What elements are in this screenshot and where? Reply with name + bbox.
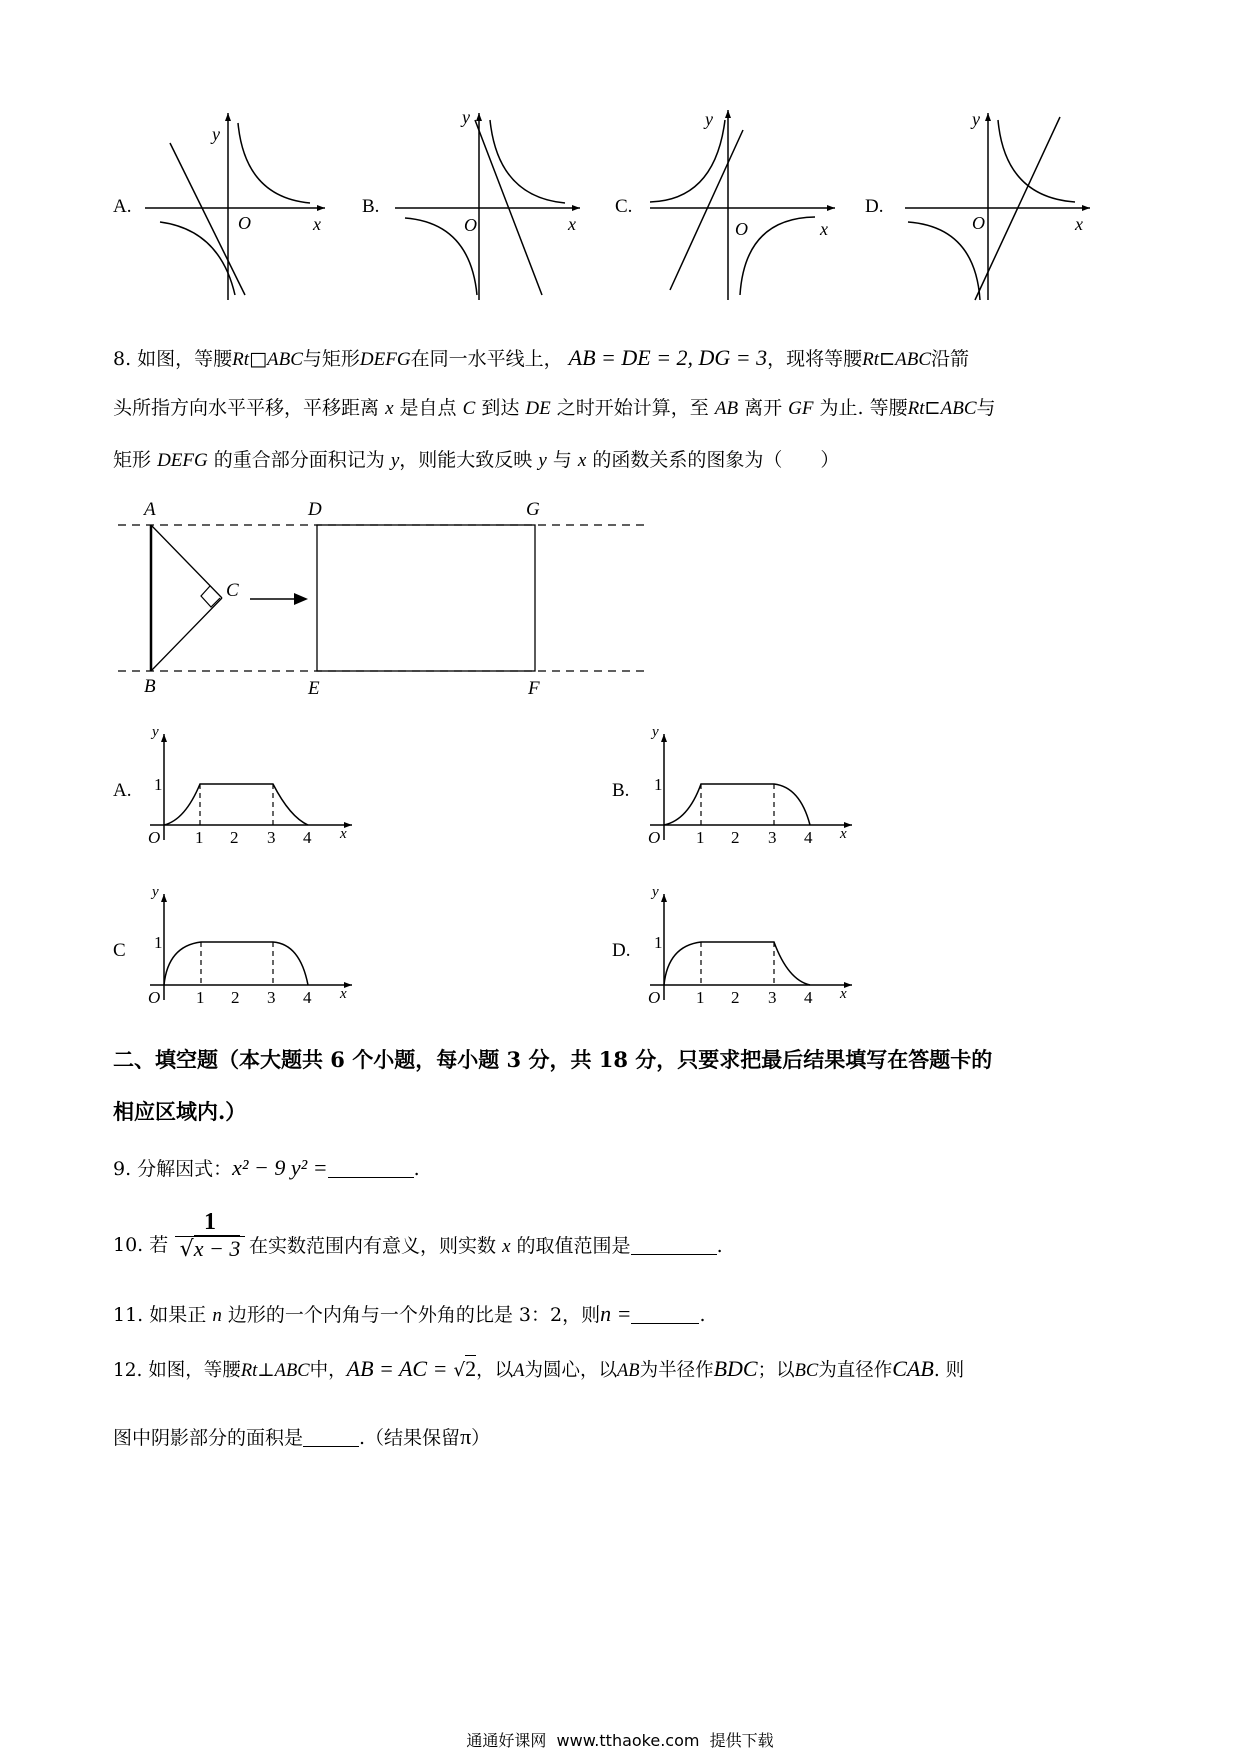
q8-point-c: C — [226, 580, 239, 601]
q8-point-b: B — [144, 676, 156, 697]
q8d-tick-3: 3 — [768, 988, 777, 1007]
q8b-tick-1: 1 — [696, 828, 705, 847]
q8-graph-d — [640, 882, 870, 1012]
q8c-tick-3: 3 — [267, 988, 276, 1007]
q7b-x-label: x — [568, 214, 576, 234]
q7a-origin-label: O — [238, 213, 251, 233]
q8c-origin-label: O — [148, 988, 161, 1007]
q8d-tick-2: 2 — [731, 988, 740, 1007]
q8b-tick-4: 4 — [804, 828, 813, 847]
q8d-one-label: 1 — [654, 933, 663, 952]
q8d-origin-label: O — [648, 988, 661, 1007]
section2-heading-line-2: 相应区域内.） — [113, 1099, 247, 1124]
q8a-origin-label: O — [148, 828, 161, 847]
q8-point-g: G — [526, 499, 540, 520]
q12-line-2: 图中阴影部分的面积是 .（结果保留π） — [113, 1424, 491, 1449]
q10-rest: 在实数范围内有意义，则实数 x 的取值范围是 . — [249, 1235, 723, 1257]
q8c-y-label: y — [152, 884, 159, 900]
q7a-y-label: y — [212, 124, 220, 144]
q8c-tick-1: 1 — [196, 988, 205, 1007]
q10-fraction — [175, 1210, 245, 1262]
q7a-x-label: x — [313, 214, 321, 234]
q7d-y-label: y — [972, 109, 980, 129]
q8a-y-label: y — [152, 724, 159, 740]
q10-numerator: 1 — [175, 1210, 245, 1237]
q8a-tick-4: 4 — [303, 828, 312, 847]
q7c-origin-label: O — [735, 219, 748, 239]
q8-line-2: 头所指方向水平平移，平移距离 x 是自点 C 到达 DE 之时开始计算，至 AB 离开 GF 为止. 等腰Rt⊏ABC与 — [113, 397, 996, 419]
q8c-one-label: 1 — [154, 933, 163, 952]
q8-option-d-label: D. — [612, 940, 631, 961]
q8d-tick-4: 4 — [804, 988, 813, 1007]
q8b-one-label: 1 — [654, 775, 663, 794]
q8b-tick-2: 2 — [731, 828, 740, 847]
q11-line: 11. 如果正 n 边形的一个内角与一个外角的比是 3：2，则n = . — [113, 1301, 706, 1326]
q8c-tick-2: 2 — [231, 988, 240, 1007]
q7-graph-c — [645, 105, 845, 305]
q8-option-b-label: B. — [612, 780, 630, 801]
q8a-tick-3: 3 — [267, 828, 276, 847]
q8d-tick-1: 1 — [696, 988, 705, 1007]
q8a-x-label: x — [340, 826, 347, 842]
q10-pre: 10. 若 — [113, 1234, 169, 1256]
q12-line-1: 12. 如图，等腰Rt⊥ABC中，AB = AC = √2，以A为圆心，以AB为半径作BDC；以BC为直径作CAB. 则 — [113, 1356, 965, 1381]
q7b-y-label: y — [462, 107, 470, 127]
q8b-y-label: y — [652, 724, 659, 740]
q8b-origin-label: O — [648, 828, 661, 847]
q7-graph-b — [390, 105, 590, 305]
q8c-x-label: x — [340, 986, 347, 1002]
q8d-x-label: x — [840, 986, 847, 1002]
q7b-origin-label: O — [464, 215, 477, 235]
q8-point-a: A — [144, 499, 156, 520]
q7c-y-label: y — [705, 109, 713, 129]
q7c-x-label: x — [820, 219, 828, 239]
q8b-tick-3: 3 — [768, 828, 777, 847]
q8-point-e: E — [308, 678, 320, 699]
q8-graph-b — [640, 722, 870, 852]
q7d-origin-label: O — [972, 213, 985, 233]
q10-denominator: √x − 3 — [179, 1236, 241, 1262]
q8a-tick-2: 2 — [230, 828, 239, 847]
q8a-tick-1: 1 — [195, 828, 204, 847]
q7d-x-label: x — [1075, 214, 1083, 234]
q8-option-a-label: A. — [113, 780, 132, 801]
section2-heading-line-1: 二、填空题（本大题共 6 个小题，每小题 3 分，共 18 分，只要求把最后结果填写在答题卡的 — [113, 1047, 993, 1072]
q8-graph-c — [140, 882, 370, 1012]
q7-graph-d — [900, 105, 1100, 305]
q8-point-d: D — [308, 499, 322, 520]
q7-graph-a — [140, 105, 340, 305]
q8-figure — [110, 495, 655, 705]
q8-graph-a — [140, 722, 370, 852]
q8-line-1: 8. 如图，等腰Rt□ABC与矩形DEFG在同一水平线上， AB = DE = 2, DG = 3，现将等腰Rt⊏ABC沿箭 — [113, 345, 970, 370]
page-footer: 通通好课网 www.tthaoke.com 提供下载 — [466, 1731, 774, 1750]
q8c-tick-4: 4 — [303, 988, 312, 1007]
q8a-one-label: 1 — [154, 775, 163, 794]
q7-option-a-label: A. — [113, 196, 132, 217]
q7-option-d-label: D. — [865, 196, 884, 217]
q8d-y-label: y — [652, 884, 659, 900]
q8-point-f: F — [528, 678, 540, 699]
q8b-x-label: x — [840, 826, 847, 842]
q9-line: 9. 分解因式：x² − 9 y² = . — [113, 1155, 420, 1180]
q7-option-b-label: B. — [362, 196, 380, 217]
q7-option-c-label: C. — [615, 196, 633, 217]
q8-line-3: 矩形 DEFG 的重合部分面积记为 y，则能大致反映 y 与 x 的函数关系的图象为（ ） — [113, 449, 840, 471]
q8-option-c-label: C — [113, 940, 126, 961]
